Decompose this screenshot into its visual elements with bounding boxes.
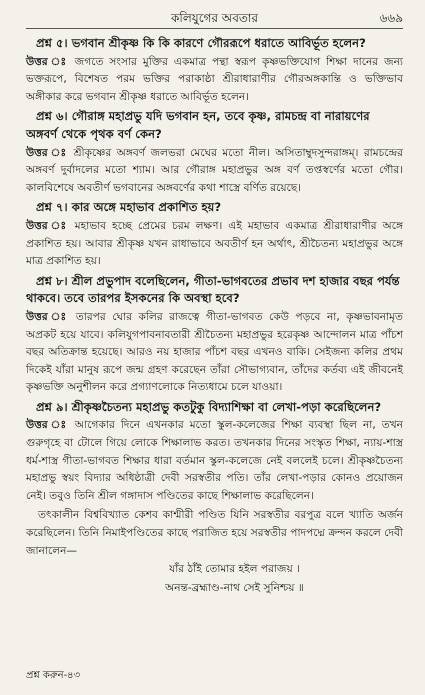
qa-block-9 [26, 399, 403, 506]
answer-9 [26, 417, 403, 505]
answer-6 [26, 145, 403, 198]
verse-line-2: অনন্ত-ব্রহ্মাণ্ড-নাথ সেই সুনিশ্চয় ॥ [165, 582, 304, 595]
answer-text: শ্রীকৃষ্ণের অঙ্গবর্ণ জলভরা মেঘের মতো নীল। অসিতাম্বুদসুন্দরাঙ্গম্। রামচন্দ্রের অঙ্গবর্ণ দুর্বাদলের মতো শ্যাম। আর গৌরাঙ্গ মহাপ্রভুর অঙ্গ বর্ণ তপ্তস্বর্ণের মতো গৌর। কালবিশেষে অবতীর্ণ ভগবানের অঙ্গবর্ণের কথা শাস্ত্রে বর্ণিত রয়েছে। [26, 146, 403, 194]
question-9: প্রশ্ন ৯। শ্রীকৃষ্ণচৈতন্য মহাপ্রভু কতটুকু বিদ্যাশিক্ষা বা লেখা-পড়া করেছিলেন? [36, 399, 382, 414]
answer-text: জগতে সংসার মুক্তির একমাত্র পন্থা স্বরূপ কৃষ্ণভক্তিযোগ শিক্ষা দানের জন্য ভক্তরূপে, বিশেষত পরম ভক্তির পরাকাষ্ঠা শ্রীরাধারাণীর গৌরঅঙ্গকান্তি ও ভক্তিভাব অঙ্গীকার করে ভগবান শ্রীকৃষ্ণ ধরাতে আবির্ভূত হলেন। [26, 55, 403, 103]
answer-lead: উত্তর ঃ [26, 310, 70, 323]
question-8: প্রশ্ন ৮। শ্রীল প্রভুপাদ বলেছিলেন, গীতা-ভাগবতের প্রভাব দশ হাজার বছর পর্যন্ত থাকবে। তবে তারপর ইসকনের কি অবস্থা হবে? [26, 273, 400, 306]
qa-block-8 [26, 273, 403, 397]
answer-lead: উত্তর ঃ [26, 419, 69, 432]
answer-7 [26, 218, 403, 271]
answer-8 [26, 309, 403, 397]
page-header [26, 8, 403, 29]
answer-text: তারপর ঘোর কলির রাজত্বে গীতা-ভাগবত কেউ পড়বে না, কৃষ্ণভাবনামৃত অপ্রকট হয়ে যাবে। কলিযুগপাবনাবতারী শ্রীচৈতন্য মহাপ্রভুর হরেকৃষ্ণ আন্দোলন মাত্র পাঁচশ বছর অতিক্রান্ত হয়েছে। আরও নয় হাজার পাঁচশ বছর এখনও বাকি। সেইজন্য কলির প্রথম দিকেই যাঁরা মানুষ রূপে জন্ম গ্রহণ করেছেন তাঁরা সৌভাগ্যবান, তাঁদের কর্তব্য এই জীবনেই কৃষ্ণভক্তি অনুশীলন করে প্রগ্যাণলোকে নিত্যধামে চলে যাওয়া। [26, 310, 403, 394]
question-5: প্রশ্ন ৫। ভগবান শ্রীকৃষ্ণ কি কি কারণে গৌররূপে ধরাতে আবির্ভূত হলেন? [36, 36, 366, 50]
running-title: কলিযুগের অবতার [171, 11, 258, 25]
qa-block-5 [26, 35, 403, 106]
answer-5 [26, 54, 403, 107]
page-footer: প্রশ্ন করুন-৪৩ [26, 670, 81, 681]
qa-block-7 [26, 199, 403, 270]
answer-lead: উত্তর ঃ [26, 146, 69, 159]
answer-text: মহাভাব হচ্ছে প্রেমের চরম লক্ষণ। এই মহাভাব একমাত্র শ্রীরাধারাণীর অঙ্গে প্রকাশিত হয়। আবার শ্রীকৃষ্ণ যখন রাধাভাবে অবতীর্ণ হন অর্থাৎ, শ্রীচৈতন্য মহাপ্রভুর অঙ্গে মাত্র প্রকাশিত হয়। [26, 219, 403, 268]
question-7: প্রশ্ন ৭। কার অঙ্গে মহাভাব প্রকাশিত হয়? [36, 200, 222, 215]
answer-lead: উত্তর ঃ [26, 219, 69, 232]
answer-lead: উত্তর ঃ [26, 55, 69, 68]
verse-line-1: যাঁর ঠাঁই তোমার হইল পরাজয় । [169, 563, 300, 576]
qa-block-6 [26, 108, 403, 197]
closing-paragraph: তৎকালীন বিশ্ববিখ্যাত কেশব কাশ্মীরী পণ্ডিত যিনি সরস্বতীর বরপুত্র বলে খ্যাতি অর্জন করেছিলেন। তিনি নিমাইপণ্ডিতের কাছে পরাজিত হয়ে সরস্বতীর পাদপদ্মে ক্রন্দন করলে দেবী জানালেন— [26, 509, 403, 557]
question-6: প্রশ্ন ৬। গৌরাঙ্গ মহাপ্রভু যদি ভগবান হন, তবে কৃষ্ণ, রামচন্দ্র বা নারায়ণের অঙ্গবর্ণ থেকে পৃথক বর্ণ কেন? [26, 109, 370, 141]
page-number: ৬৬৯ [379, 11, 403, 25]
answer-text: আগেকার দিনে এখনকার মতো স্কুল-কলেজের শিক্ষা ব্যবস্থা ছিল না, তখন গুরুগৃহে বা টোলে গিয়ে লোকে শিক্ষালাভ করত। তখনকার দিনের সংস্কৃত শিক্ষা, ন্যায়-শাস্ত্র ধর্ম-শাস্ত্র গীতা-ভাগবত শিক্ষার ধারা বর্তমান স্কুল-কলেজে নেই বললেই চলে। শ্রীকৃষ্ণচৈতন্য মহাপ্রভু স্বয়ং বিদ্যার অধিষ্ঠাত্রী দেবী সরস্বতীর পতি। তাঁর লেখা-পড়ার কোনও প্রয়োজন নেই। তবুও তিনি শ্রীল গঙ্গাদাস পণ্ডিতের কাছে শিক্ষালাভ করেছিলেন। [26, 419, 403, 502]
page-content [26, 35, 403, 598]
